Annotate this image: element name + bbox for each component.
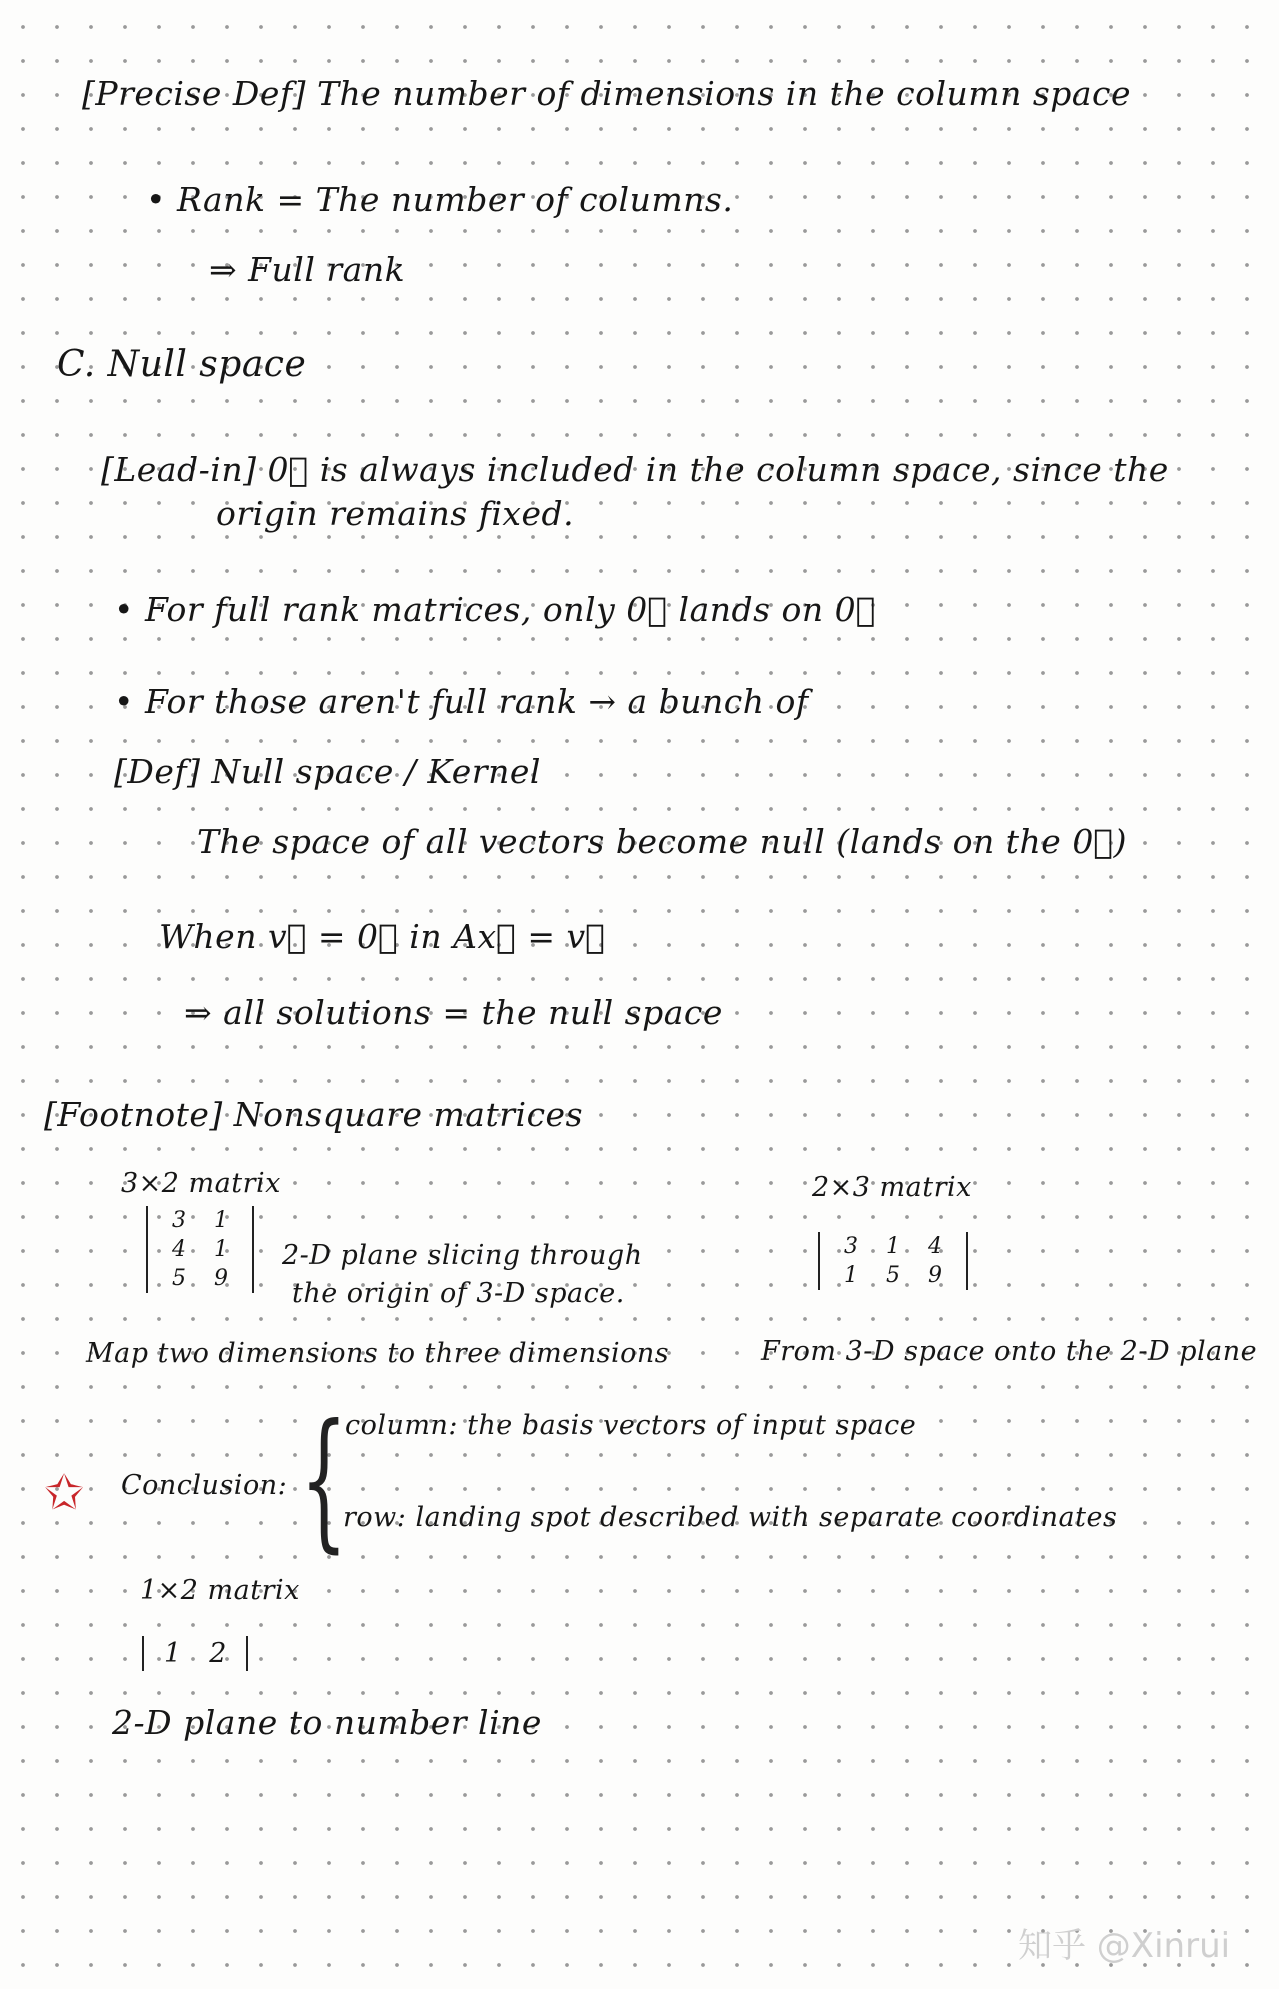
cell: 3	[172, 1208, 186, 1233]
cell: 4	[172, 1237, 186, 1262]
lead-in-line-1: [Lead-in] 0⃗ is always included in the column space, since the	[101, 450, 1169, 489]
plane-line-2: the origin of 3-D space.	[292, 1278, 625, 1309]
matrix-2x3	[818, 1232, 968, 1290]
matrix-1x2	[142, 1636, 248, 1671]
not-full-rank-bullet: • For those aren't full rank → a bunch of	[114, 682, 809, 721]
cell: 1	[164, 1638, 182, 1669]
m12-label: 1×2 matrix	[140, 1575, 300, 1606]
conclusion-label: Conclusion:	[121, 1470, 288, 1501]
matrix-3x2	[146, 1206, 254, 1293]
cell: 1	[214, 1237, 228, 1262]
cell: 1	[844, 1263, 858, 1288]
full-rank-line: ⇒ Full rank	[209, 250, 406, 289]
rank-bullet: • Rank = The number of columns.	[146, 180, 734, 219]
cell: 5	[886, 1263, 900, 1288]
all-solutions-line: ⇒ all solutions = the null space	[184, 993, 723, 1032]
plane-line-1: 2-D plane slicing through	[282, 1240, 643, 1271]
lead-in-line-2: origin remains fixed.	[216, 494, 575, 533]
watermark: 知乎 @Xinrui	[1018, 1926, 1231, 1966]
cell: 4	[928, 1234, 942, 1259]
def-null-desc: The space of all vectors become null (lands on the 0⃗)	[197, 822, 1127, 861]
from-3d-line: From 3-D space onto the 2-D plane	[761, 1336, 1258, 1367]
conclusion-column: column: the basis vectors of input space	[345, 1410, 917, 1441]
cell: 9	[928, 1263, 942, 1288]
m32-label: 3×2 matrix	[121, 1168, 281, 1199]
cell: 1	[214, 1208, 228, 1233]
null-space-heading: C. Null space	[57, 344, 307, 385]
cell: 3	[844, 1234, 858, 1259]
full-rank-bullet: • For full rank matrices, only 0⃗ lands on 0⃗	[114, 590, 876, 629]
cell: 2	[209, 1638, 227, 1669]
m23-label: 2×3 matrix	[812, 1172, 972, 1203]
brace-icon: {	[300, 1393, 348, 1567]
map-two-three: Map two dimensions to three dimensions	[86, 1338, 670, 1369]
footnote-heading: [Footnote] Nonsquare matrices	[44, 1095, 584, 1134]
cell: 5	[172, 1266, 186, 1291]
number-line-text: 2-D plane to number line	[112, 1703, 542, 1742]
when-line: When v⃗ = 0⃗ in Ax⃗ = v⃗	[159, 917, 606, 956]
cell: 9	[214, 1266, 228, 1291]
precise-def-line: [Precise Def] The number of dimensions in the column space	[82, 74, 1132, 113]
star-icon: ✩	[44, 1465, 85, 1521]
cell: 1	[886, 1234, 900, 1259]
def-null-space: [Def] Null space / Kernel	[114, 752, 541, 791]
conclusion-row: row: landing spot described with separate coordinates	[343, 1502, 1118, 1533]
